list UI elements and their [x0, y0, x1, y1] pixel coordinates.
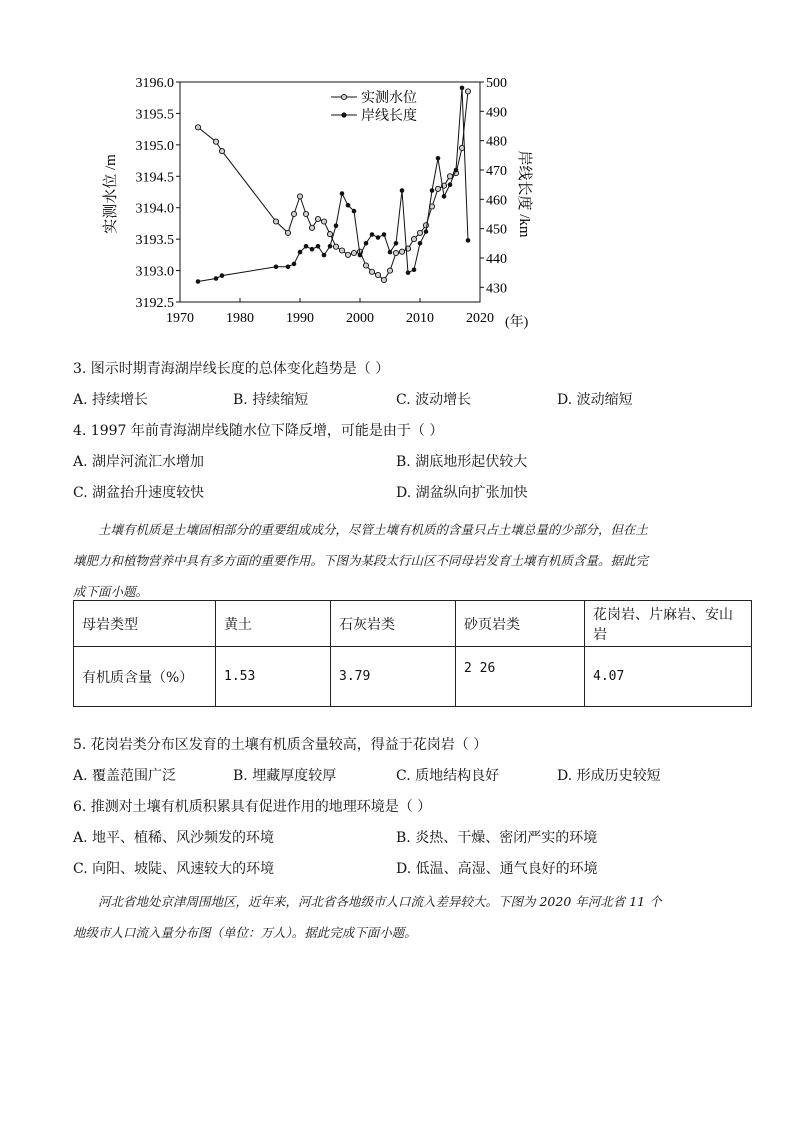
left-tick-label: 3196.0 [135, 76, 174, 91]
x-tick-label: 2020 [466, 311, 494, 326]
shoreline-point [418, 241, 423, 246]
legend-label-water-level: 实测水位 [361, 91, 417, 106]
question-5-option-b[interactable]: B. 埋藏厚度较厚 [233, 768, 337, 784]
question-6-stem: 6. 推测对土壤有机质积累具有促进作用的地理环境是（ ） [73, 799, 432, 815]
table-cell: 3.79 [331, 647, 456, 707]
legend [331, 89, 417, 124]
water-level-point [417, 230, 422, 235]
water-level-point [423, 223, 428, 228]
water-level-point [333, 244, 338, 249]
water-level-point [435, 186, 440, 191]
table-header-cell: 母岩类型 [74, 601, 216, 647]
shoreline-point [328, 244, 333, 249]
question-4-option-c[interactable]: C. 湖盆抬升速度较快 [73, 485, 205, 501]
shoreline-point [334, 223, 339, 228]
x-tick-label: 1980 [226, 311, 254, 326]
right-tick-label: 480 [486, 134, 507, 150]
shoreline-point [220, 273, 225, 278]
left-axis-label: 实测水位 /m [103, 154, 119, 234]
water-level-point [291, 211, 296, 216]
question-4-option-d[interactable]: D. 湖盆纵向扩张加快 [396, 485, 528, 501]
right-tick-label: 470 [486, 164, 507, 179]
question-5-option-d[interactable]: D. 形成历史较短 [557, 768, 661, 784]
shoreline-point [364, 241, 369, 246]
question-6-option-c[interactable]: C. 向阳、坡陡、风速较大的环境 [73, 861, 275, 877]
shoreline-point [286, 265, 291, 270]
hebei-passage [73, 886, 733, 948]
shoreline-point [274, 265, 279, 270]
plot-frame [180, 82, 480, 302]
left-tick-label: 3193.5 [135, 233, 174, 249]
shoreline-point [424, 229, 429, 234]
water-level-point [375, 272, 380, 277]
water-level-point [303, 211, 308, 216]
shoreline-point [376, 235, 381, 240]
shoreline-point [436, 156, 441, 161]
shoreline-point [370, 232, 375, 237]
water-level-point [195, 125, 200, 130]
series-line-water-level [198, 91, 468, 280]
shoreline-point [304, 244, 309, 249]
right-tick-label: 430 [486, 281, 507, 297]
question-4-option-a[interactable]: A. 湖岸河流汇水增加 [73, 454, 205, 470]
water-level-point [393, 250, 398, 255]
water-level-point [315, 216, 320, 221]
water-level-point [219, 149, 224, 154]
soil-passage-line-1: 土壤有机质是土壤固相部分的重要组成成分，尽管土壤有机质的含量只占土壤总量的少部分，但在土 [98, 522, 649, 537]
x-tick-label: 1970 [166, 311, 194, 326]
water-level-point [273, 219, 278, 224]
shoreline-point [346, 203, 351, 208]
x-tick-label: 2000 [346, 311, 374, 326]
question-4-option-b[interactable]: B. 湖底地形起伏较大 [396, 454, 528, 470]
shoreline-point [196, 279, 201, 284]
question-6-option-d[interactable]: D. 低温、高湿、通气良好的环境 [396, 861, 598, 877]
water-level-point [447, 174, 452, 179]
shoreline-point [394, 241, 399, 246]
question-5-stem: 5. 花岗岩类分布区发育的土壤有机质含量较高，得益于花岗岩（ ） [73, 737, 488, 753]
shoreline-point [454, 168, 459, 173]
table-header-cell: 石灰岩类 [331, 601, 456, 647]
left-axis [136, 76, 181, 311]
table-header-cell: 花岗岩、片麻岩、安山岩 [585, 601, 752, 647]
question-5-option-a[interactable]: A. 覆盖范围广泛 [73, 768, 177, 784]
question-4-stem: 4. 1997 年前青海湖岸线随水位下降反增，可能是由于（ ） [73, 423, 444, 439]
water-level-point [327, 232, 332, 237]
shoreline-point [442, 194, 447, 199]
right-axis-label: 岸线长度 /km [516, 150, 532, 238]
water-level-shoreline-chart [95, 76, 545, 338]
water-level-point [339, 248, 344, 253]
question-3-option-b[interactable]: B. 持续缩短 [233, 392, 309, 408]
x-tick-label: 1990 [286, 311, 314, 326]
right-tick-label: 500 [486, 76, 507, 91]
shoreline-point [214, 276, 219, 281]
left-tick-label: 3195.0 [135, 138, 174, 154]
left-tick-label: 3194.5 [135, 170, 174, 186]
legend-marker-shoreline [341, 112, 346, 117]
question-6-option-b[interactable]: B. 炎热、干燥、密闭严实的环境 [396, 830, 598, 846]
water-level-point [309, 225, 314, 230]
water-level-point [399, 249, 404, 254]
water-level-point [381, 277, 386, 282]
table-cell: 2 26 [456, 647, 585, 707]
series-line-shoreline [198, 88, 468, 282]
shoreline-point [310, 247, 315, 252]
x-tick-label: 2010 [406, 311, 434, 326]
left-tick-label: 3192.5 [135, 296, 174, 311]
shoreline-point [352, 209, 357, 214]
table-cell: 4.07 [585, 647, 752, 707]
table-header-cell: 黄土 [216, 601, 331, 647]
shoreline-point [448, 182, 453, 187]
x-axis-unit-label: (年) [505, 315, 529, 330]
parent-rock-organic-matter-table [73, 600, 752, 707]
table-cell: 1.53 [216, 647, 331, 707]
shoreline-point [406, 270, 411, 275]
shoreline-point [292, 262, 297, 267]
table-header-row [74, 601, 752, 647]
soil-passage [73, 514, 733, 607]
shoreline-point [298, 250, 303, 255]
water-level-point [363, 263, 368, 268]
right-tick-label: 460 [486, 193, 507, 209]
water-level-point [213, 139, 218, 144]
water-level-point [411, 237, 416, 242]
right-tick-label: 450 [486, 222, 507, 238]
right-tick-label: 440 [486, 252, 507, 267]
hebei-passage-line-2: 地级市人口流入量分布图（单位：万人）。据此完成下面小题。 [73, 925, 417, 940]
table-row [74, 647, 752, 707]
shoreline-point [466, 238, 471, 243]
water-level-point [285, 230, 290, 235]
question-3-option-c[interactable]: C. 波动增长 [396, 392, 472, 408]
left-tick-label: 3194.0 [135, 201, 174, 217]
right-axis [480, 76, 507, 296]
shoreline-point [430, 188, 435, 193]
legend-label-shoreline: 岸线长度 [361, 109, 417, 124]
question-3-stem: 3. 图示时期青海湖岸线长度的总体变化趋势是（ ） [73, 361, 390, 377]
table-header-cell: 砂页岩类 [456, 601, 585, 647]
shoreline-point [400, 188, 405, 193]
water-level-point [465, 89, 470, 94]
shoreline-point [382, 232, 387, 237]
water-level-point [321, 219, 326, 224]
table-cell: 有机质含量（%） [74, 647, 216, 707]
water-level-point [387, 268, 392, 273]
right-tick-label: 490 [486, 105, 507, 121]
question-5-option-c[interactable]: C. 质地结构良好 [396, 768, 500, 784]
shoreline-point [340, 191, 345, 196]
water-level-point [297, 194, 302, 199]
soil-passage-line-2: 壤肥力和植物营养中具有多方面的重要作用。下图为某段太行山区不同母岩发育土壤有机质含量。据此完 [73, 553, 649, 568]
shoreline-point [412, 267, 417, 272]
shoreline-point [316, 244, 321, 249]
question-3-option-a[interactable]: A. 持续增长 [73, 392, 149, 408]
shoreline-point [322, 253, 327, 258]
shoreline-point [358, 253, 363, 258]
soil-passage-line-3: 成下面小题。 [73, 584, 149, 599]
legend-marker-water-level [341, 94, 346, 99]
hebei-passage-line-1: 河北省地处京津周围地区，近年来，河北省各地级市人口流入差异较大。下图为 2020 年河北省 11 个 [98, 894, 662, 909]
left-tick-label: 3193.0 [135, 264, 174, 280]
water-level-point [351, 250, 356, 255]
water-level-point [345, 252, 350, 257]
left-tick-label: 3195.5 [135, 107, 174, 123]
shoreline-point [460, 86, 465, 91]
shoreline-point [388, 250, 393, 255]
question-6-option-a[interactable]: A. 地平、植稀、风沙频发的环境 [73, 830, 275, 846]
water-level-point [369, 269, 374, 274]
question-3-option-d[interactable]: D. 波动缩短 [557, 392, 633, 408]
